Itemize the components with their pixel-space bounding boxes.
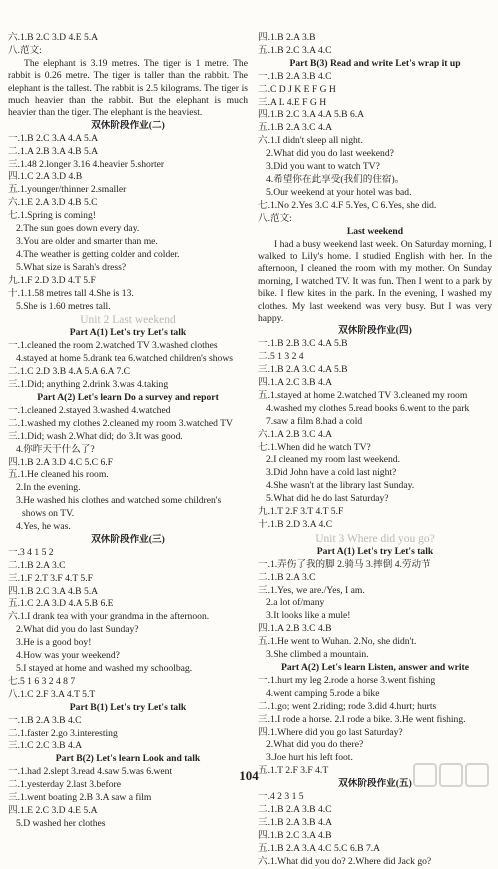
answer-line: 2.What did you do there? xyxy=(266,739,364,751)
answer-line: 二.1.A 2.B 3.A 4.B 5.A xyxy=(8,145,99,157)
answer-line: 四.1.B 2.C 3.A 4.A 5.B 6.A xyxy=(258,109,365,121)
answer-line: 二.C D J K E F G H xyxy=(258,83,336,95)
answer-line: 3.You are older and smarter than me. xyxy=(16,236,158,247)
answer-line: 3.It looks like a mule! xyxy=(266,610,351,622)
section-heading: 双休阶段作业(二) xyxy=(91,119,165,131)
answer-line: 三.1.went boating 2.B 3.A saw a film xyxy=(8,792,152,804)
right-answer-column xyxy=(258,32,492,869)
answer-line: 5.What size is Sarah's dress? xyxy=(16,261,127,273)
answer-line: 四.1.B 2.C 3.A 4.B xyxy=(258,829,332,841)
answer-line: 一.1.B 2.C 3.A 4.A 5.A xyxy=(8,132,99,144)
answer-line: 一.1.hurt my leg 2.rode a horse 3.went fishing xyxy=(258,674,436,686)
answer-line: 一.1.cleaned 2.stayed 3.washed 4.watched xyxy=(8,404,171,416)
answer-line: 7.saw a film 8.had a cold xyxy=(266,415,363,427)
answer-line: 5.Our weekend at your hotel was bad. xyxy=(266,186,412,198)
answer-line: 六.1.What did you do? 2.Where did Jack go? xyxy=(258,855,432,867)
answer-line: 5.D washed her clothes xyxy=(16,817,106,829)
answer-line: 三.1.48 2.longer 3.16 4.heavier 5.shorter xyxy=(8,158,165,170)
answer-line: 四.1.A 2.C 3.B 4.A xyxy=(258,376,333,388)
section-heading: 双休阶段作业(三) xyxy=(91,533,165,545)
answer-line: 五.1.He went to Wuhan. 2.No, she didn't. xyxy=(258,636,417,648)
answer-line: 六.1.B 2.C 3.D 4.E 5.A xyxy=(8,32,99,43)
answer-line: 三.1.Did; wash 2.What did; do 3.It was good. xyxy=(8,430,183,442)
answer-line: 一.1.B 2.A 3.B 4.C xyxy=(8,714,82,726)
answer-line: 一.4 2 3 1 5 xyxy=(258,791,304,803)
answer-line: 2.In the evening. xyxy=(16,482,81,494)
answer-line: 四.1.E 2.C 3.D 4.E 5.A xyxy=(8,804,98,816)
unit-title: Unit 2 Last weekend xyxy=(80,314,176,327)
answer-line: 一.1.弄伤了我的脚 2.骑马 3.摔倒 4.劳动节 xyxy=(258,558,431,570)
answer-line: 4.希望你在此享受(我们的住宿)。 xyxy=(266,173,405,185)
answer-line: 2.I cleaned my room last weekend. xyxy=(266,454,400,466)
sample-essay: I had a busy weekend last week. On Saturday morning, I walked to Lily's home. I studied English with her. In the afternoon, I cleaned the room with my mother. On Sunday morning, I watched TV. It was fun. Then I went to a park by bike. I flew kites in the park. In the evening, I washed my clothes. My last weekend was very busy. But I was very happy. xyxy=(258,238,492,324)
answer-line: 5.She is 1.60 metres tall. xyxy=(16,300,111,312)
answer-line: 五.1.B 2.A 3.C 4.A xyxy=(258,122,333,134)
answer-line: 五.1.younger/thinner 2.smaller xyxy=(8,184,127,196)
sample-essay: The elephant is 3.19 metres. The tiger is 1 metre. The rabbit is 0.26 metre. The tiger is taller than the rabbit. The elephant is the tallest. The rabbit is 2.5 kilograms. The tiger is much heavier than the rabbit. But the elephant is much heavier than the tiger. The elephant is the heaviest. xyxy=(8,57,248,119)
answer-line: 七.1.No 2.Yes 3.C 4.F 5.Yes, C 6.Yes, she did. xyxy=(258,199,437,211)
page-number: 104 xyxy=(239,768,259,783)
section-heading: 双休阶段作业(四) xyxy=(338,325,412,337)
answer-line: 九.1.T 2.F 3.T 4.T 5.F xyxy=(258,506,344,518)
answer-line: 四.1.B 2.C 3.A 4.B 5.A xyxy=(8,585,99,597)
answer-line: 4.washed my clothes 5.read books 6.went to the park xyxy=(266,402,470,414)
section-heading: Part B(1) Let's try Let's talk xyxy=(69,701,187,713)
section-heading: Part A(2) Let's learn Do a survey and report xyxy=(37,391,219,403)
answer-line: 3.Joe hurt his left foot. xyxy=(266,752,353,764)
answer-line: 4.你昨天干什么了? xyxy=(16,443,95,455)
answer-line: 四.1.C 2.A 3.D 4.B xyxy=(8,171,83,183)
answer-line: 3.Did you want to watch TV? xyxy=(266,161,380,173)
answer-line: 八.1.C 2.F 3.A 4.T 5.T xyxy=(8,688,96,700)
section-heading: Part A(1) Let's try Let's talk xyxy=(316,545,434,557)
left-answer-column xyxy=(8,32,248,831)
answer-line: 5.What did he do last Saturday? xyxy=(266,493,389,505)
answer-line: 五.1.T 2.F 3.F 4.T xyxy=(258,765,329,777)
answer-line: 五.1.stayed at home 2.watched TV 3.cleaned my room xyxy=(258,389,468,401)
section-heading: 双休阶段作业(五) xyxy=(338,778,412,790)
answer-line: 三.1.Did; anything 2.drink 3.was 4.taking xyxy=(8,379,169,391)
answer-line: 2.What did you do last Sunday? xyxy=(16,624,139,636)
answer-line: 4.went camping 5.rode a bike xyxy=(266,687,380,699)
answer-line: 4.The weather is getting colder and colder. xyxy=(16,248,180,260)
answer-line: 八.范文: xyxy=(8,44,42,56)
answer-line: 二.1.go; went 2.riding; rode 3.did 4.hurt; hurts xyxy=(258,700,437,712)
answer-line: 八.范文: xyxy=(258,212,292,224)
answer-line: 三.1.F 2.T 3.F 4.T 5.F xyxy=(8,572,93,584)
answer-line: 九.1.F 2.D 3.D 4.T 5.F xyxy=(8,274,96,286)
answer-line: 七.1.Spring is coming! xyxy=(8,210,96,222)
answer-line: 四.1.Where did you go last Saturday? xyxy=(258,726,403,738)
answer-line: 二.5 1 3 2 4 xyxy=(258,351,304,363)
answer-line: 三.1.B 2.A 3.B 4.A xyxy=(258,816,333,828)
answer-line: 四.1.A 2.B 3.C 4.B xyxy=(258,623,332,635)
answer-line: 5.I stayed at home and washed my schoolbag. xyxy=(16,663,193,674)
answer-line: 一.1.had 2.slept 3.read 4.saw 5.was 6.went xyxy=(8,766,173,778)
answer-line: 4.stayed at home 5.drank tea 6.watched children's shows xyxy=(16,353,233,365)
answer-line: 五.1.C 2.A 3.D 4.A 5.B 6.E xyxy=(8,598,114,610)
answer-line: 4.How was your weekend? xyxy=(16,650,120,662)
answer-line: 4.She wasn't at the library last Sunday. xyxy=(266,480,415,492)
answer-line: 六.1.I didn't sleep all night. xyxy=(258,135,363,147)
answer-line: 七.1.When did he watch TV? xyxy=(258,441,371,453)
answer-line: 三.A L 4.E F G H xyxy=(258,96,327,108)
watermark-logo-icon xyxy=(412,760,492,796)
answer-line: 2.What did you do last weekend? xyxy=(266,148,394,160)
answer-line: 四.1.B 2.A 3.B xyxy=(258,32,316,43)
answer-line: 五.1.He cleaned his room. xyxy=(8,469,109,481)
answer-line: 十.1.B 2.D 3.A 4.C xyxy=(258,518,333,530)
answer-line: 3.Did John have a cold last night? xyxy=(266,467,397,479)
answer-line: 3.He washed his clothes and watched some children's xyxy=(16,495,222,507)
answer-line: 4.Yes, he was. xyxy=(16,521,71,533)
unit-title: Unit 3 Where did you go? xyxy=(315,532,435,545)
answer-line: 二.1.washed my clothes 2.cleaned my room 3.watched TV xyxy=(8,417,233,429)
answer-line: 2.a lot of/many xyxy=(266,597,325,609)
answer-line: 一.3 4 1 5 2 xyxy=(8,546,54,558)
answer-line: 2.The sun goes down every day. xyxy=(16,223,140,235)
answer-line: 三.1.I rode a horse. 2.I rode a bike. 3.He went fishing. xyxy=(258,713,466,725)
answer-line: 二.1.C 2.D 3.B 4.A 5.A 6.A 7.C xyxy=(8,366,131,378)
answer-line: 3.She climbed a mountain. xyxy=(266,649,369,661)
answer-line: 二.1.B 2.A 3.C xyxy=(258,571,316,583)
answer-line: 二.1.B 2.A 3.C xyxy=(8,559,66,571)
answer-line: shows on TV. xyxy=(22,508,75,520)
answer-line: 六.1.A 2.B 3.C 4.A xyxy=(258,428,333,440)
answer-line: 一.1.B 2.B 3.C 4.A 5.B xyxy=(258,338,348,350)
answer-line: 三.1.Yes, we are./Yes, I am. xyxy=(258,584,365,596)
section-heading: Last weekend xyxy=(346,225,404,237)
answer-line: 五.1.B 2.C 3.A 4.C xyxy=(258,44,332,56)
answer-line: 二.1.yesterday 2.last 3.before xyxy=(8,779,121,791)
answer-line: 五.1.B 2.A 3.A 4.C 5.C 6.B 7.A xyxy=(258,842,381,854)
answer-line: 二.1.faster 2.go 3.interesting xyxy=(8,727,118,739)
section-heading: Part B(2) Let's learn Look and talk xyxy=(55,753,201,765)
answer-line: 六.1.I drank tea with your grandma in the afternoon. xyxy=(8,611,210,623)
answer-line: 二.1.B 2.A 3.B 4.C xyxy=(258,803,332,815)
section-heading: Part B(3) Read and write Let's wrap it up xyxy=(289,57,461,69)
answer-line: 六.1.E 2.A 3.D 4.B 5.C xyxy=(8,197,98,209)
answer-line: 三.1.B 2.A 3.C 4.A 5.B xyxy=(258,364,348,376)
answer-line: 一.1.cleaned the room 2.watched TV 3.washed clothes xyxy=(8,340,218,352)
answer-line: 七.5 1 6 3 2 4 8 7 xyxy=(8,675,76,687)
section-heading: Part A(1) Let's try Let's talk xyxy=(69,327,187,339)
section-heading: Part A(2) Let's learn Listen, answer and write xyxy=(281,662,469,673)
answer-line: 十.1.1.58 metres tall 4.She is 13. xyxy=(8,287,134,299)
answer-line: 一.1.B 2.A 3.B 4.C xyxy=(258,70,332,82)
answer-line: 3.He is a good boy! xyxy=(16,637,92,649)
answer-line: 四.1.B 2.A 3.D 4.C 5.C 6.F xyxy=(8,456,114,468)
answer-line: 三.1.C 2.C 3.B 4.A xyxy=(8,740,83,752)
